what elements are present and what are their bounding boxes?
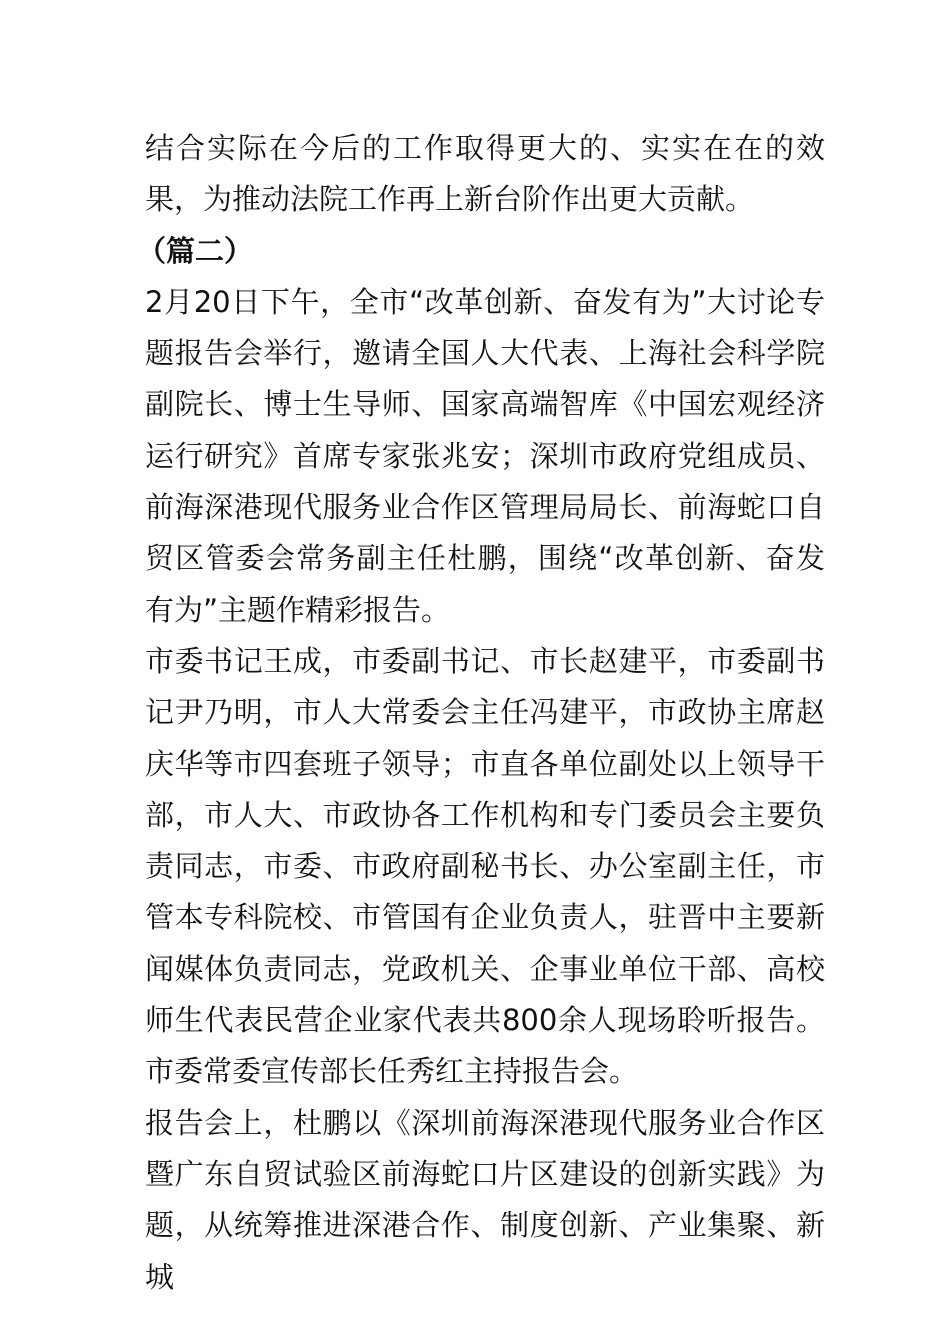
- section-heading: （篇二）: [137, 233, 254, 268]
- document-body: [137, 123, 825, 1303]
- paragraph-3: 市委书记王成，市委副书记、市长赵建平，市委副书记尹乃明，市人大常委会主任冯建平，市政协主席赵庆华等市四套班子领导；市直各单位副处以上领导干部，市人大、市政协各工作机构和专门委员会主要负责同志，市委、市政府副秘书长、办公室副主任，市管本专科院校、市管国有企业负责人，驻晋中主要新闻媒体负责同志，党政机关、企事业单位干部、高校师生代表民营企业家代表共800余人现场聆听报告。市委常委宣传部长任秀红主持报告会。: [145, 643, 825, 1089]
- paragraph-2: 2月20日下午，全市“改革创新、奋发有为”大讨论专题报告会举行，邀请全国人大代表、上海社会科学院副院长、博士生导师、国家高端智库《中国宏观经济运行研究》首席专家张兆安；深圳市政府党组成员、前海深港现代服务业合作区管理局局长、前海蛇口自贸区管委会常务副主任杜鹏，围绕“改革创新、奋发有为”主题作精彩报告。: [145, 284, 825, 627]
- paragraph-1: 结合实际在今后的工作取得更大的、实实在在的效果，为推动法院工作再上新台阶作出更大贡献。: [145, 131, 825, 217]
- paragraph-4: 报告会上，杜鹏以《深圳前海深港现代服务业合作区暨广东自贸试验区前海蛇口片区建设的创新实践》为题，从统筹推进深港合作、制度创新、产业集聚、新城: [145, 1105, 825, 1294]
